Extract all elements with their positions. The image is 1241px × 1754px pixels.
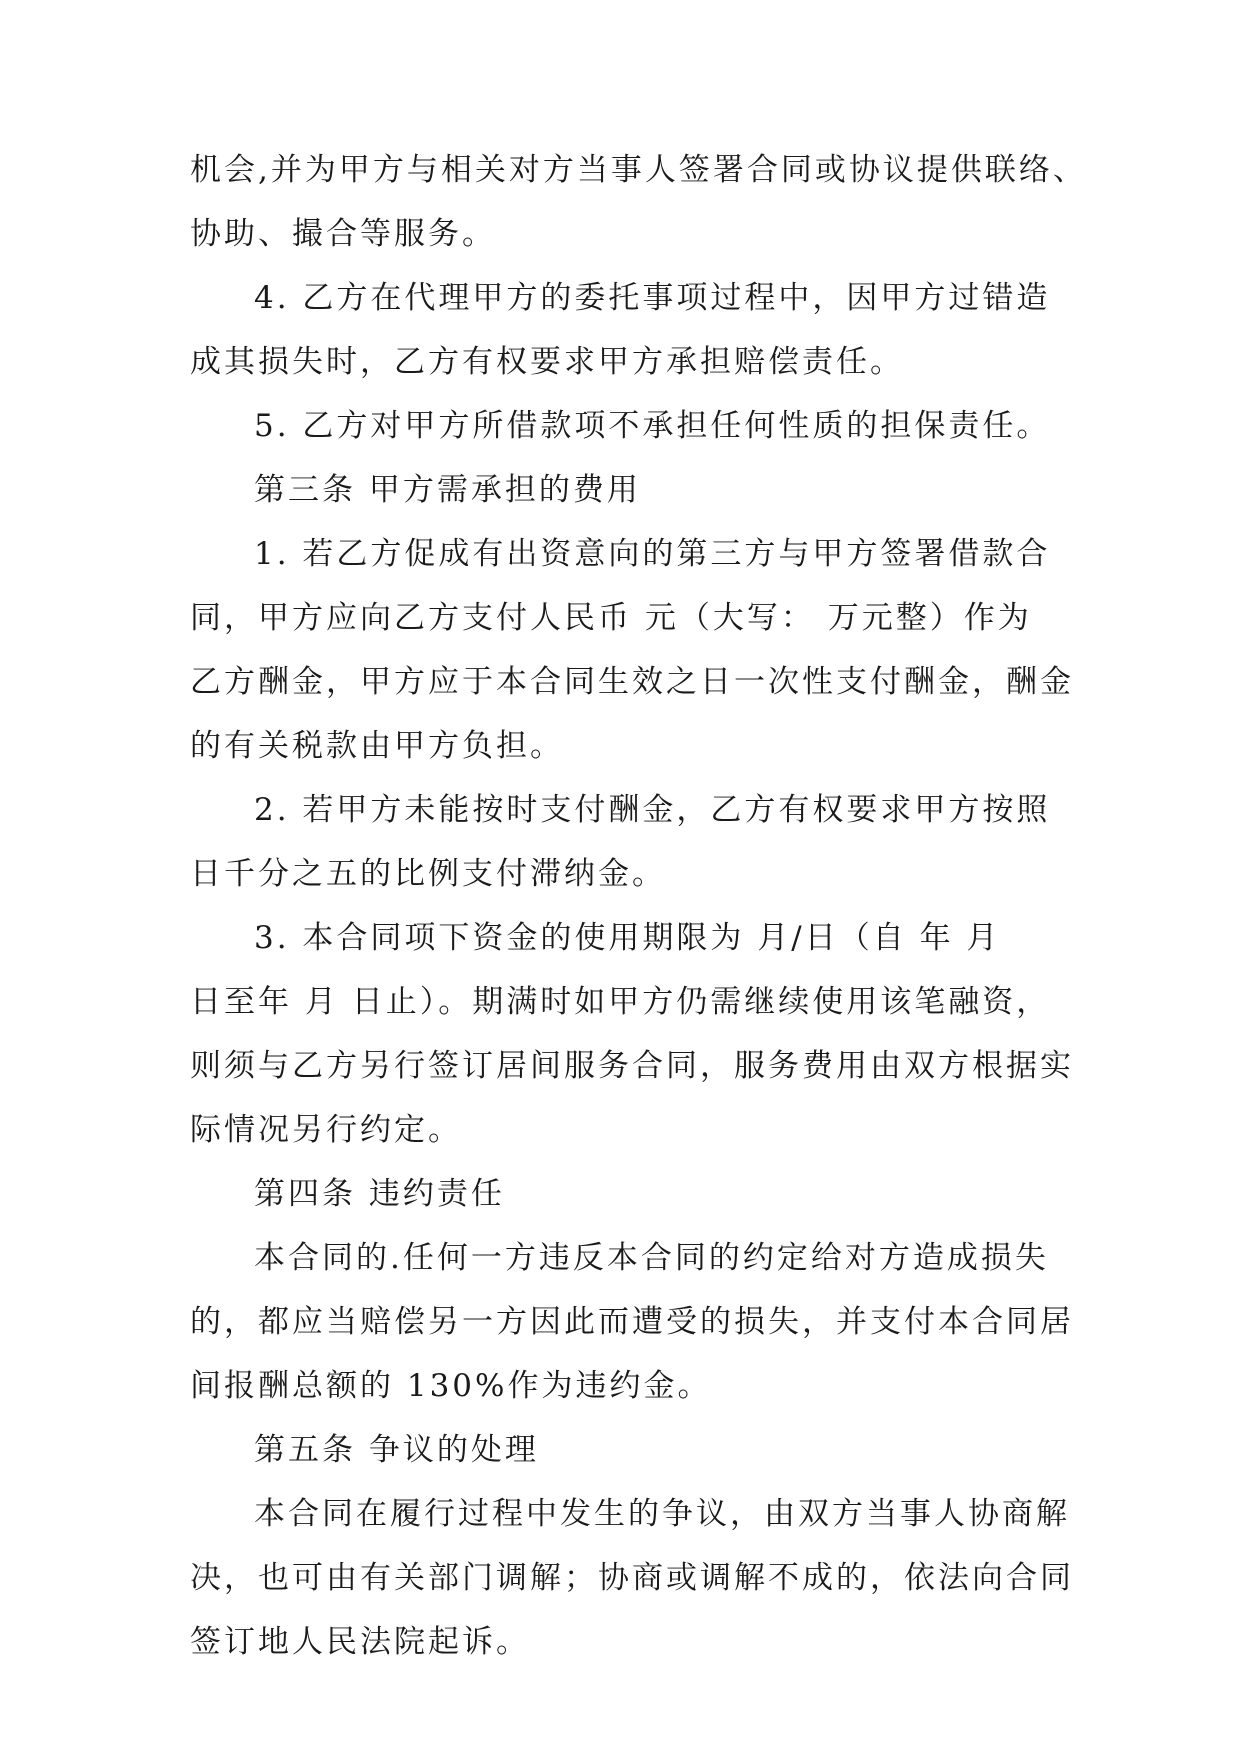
text-line: 本合同在履行过程中发生的争议，由双方当事人协商解 [254, 1496, 1070, 1532]
text-line: 间报酬总额的 130%作为违约金。 [190, 1368, 712, 1404]
text-line: 际情况另行约定。 [190, 1112, 462, 1148]
text-line: 日千分之五的比例支付滞纳金。 [190, 856, 666, 892]
text-line: 的有关税款由甲方负担。 [190, 728, 564, 764]
text-line: 4. 乙方在代理甲方的委托事项过程中，因甲方过错造 [254, 280, 1051, 316]
text-line: 的，都应当赔偿另一方因此而遭受的损失，并支付本合同居 [190, 1304, 1074, 1340]
text-line: 同，甲方应向乙方支付人民币 元（大写： 万元整）作为 [190, 600, 1032, 636]
text-line: 第五条 争议的处理 [254, 1432, 539, 1468]
text-line: 5. 乙方对甲方所借款项不承担任何性质的担保责任。 [254, 408, 1051, 444]
text-line: 协助、撮合等服务。 [190, 216, 496, 252]
text-line: 成其损失时，乙方有权要求甲方承担赔偿责任。 [190, 344, 904, 380]
text-line: 2. 若甲方未能按时支付酬金，乙方有权要求甲方按照 [254, 792, 1051, 828]
contract-text-body [190, 138, 1090, 1674]
text-line: 签订地人民法院起诉。 [190, 1624, 530, 1660]
text-line: 机会,并为甲方与相关对方当事人签署合同或协议提供联络、 [190, 152, 1087, 188]
text-line: 决，也可由有关部门调解；协商或调解不成的，依法向合同 [190, 1560, 1074, 1596]
text-line: 则须与乙方另行签订居间服务合同，服务费用由双方根据实 [190, 1048, 1074, 1084]
text-line: 日至年 月 日止）。期满时如甲方仍需继续使用该笔融资， [190, 984, 1051, 1020]
text-line: 1. 若乙方促成有出资意向的第三方与甲方签署借款合 [254, 536, 1051, 572]
text-line: 第四条 违约责任 [254, 1176, 505, 1212]
text-line: 第三条 甲方需承担的费用 [254, 472, 641, 508]
text-line: 3. 本合同项下资金的使用期限为 月/日（自 年 月 [254, 920, 1001, 956]
text-line: 本合同的.任何一方违反本合同的约定给对方造成损失 [254, 1240, 1049, 1276]
text-line: 乙方酬金，甲方应于本合同生效之日一次性支付酬金，酬金 [190, 664, 1074, 700]
